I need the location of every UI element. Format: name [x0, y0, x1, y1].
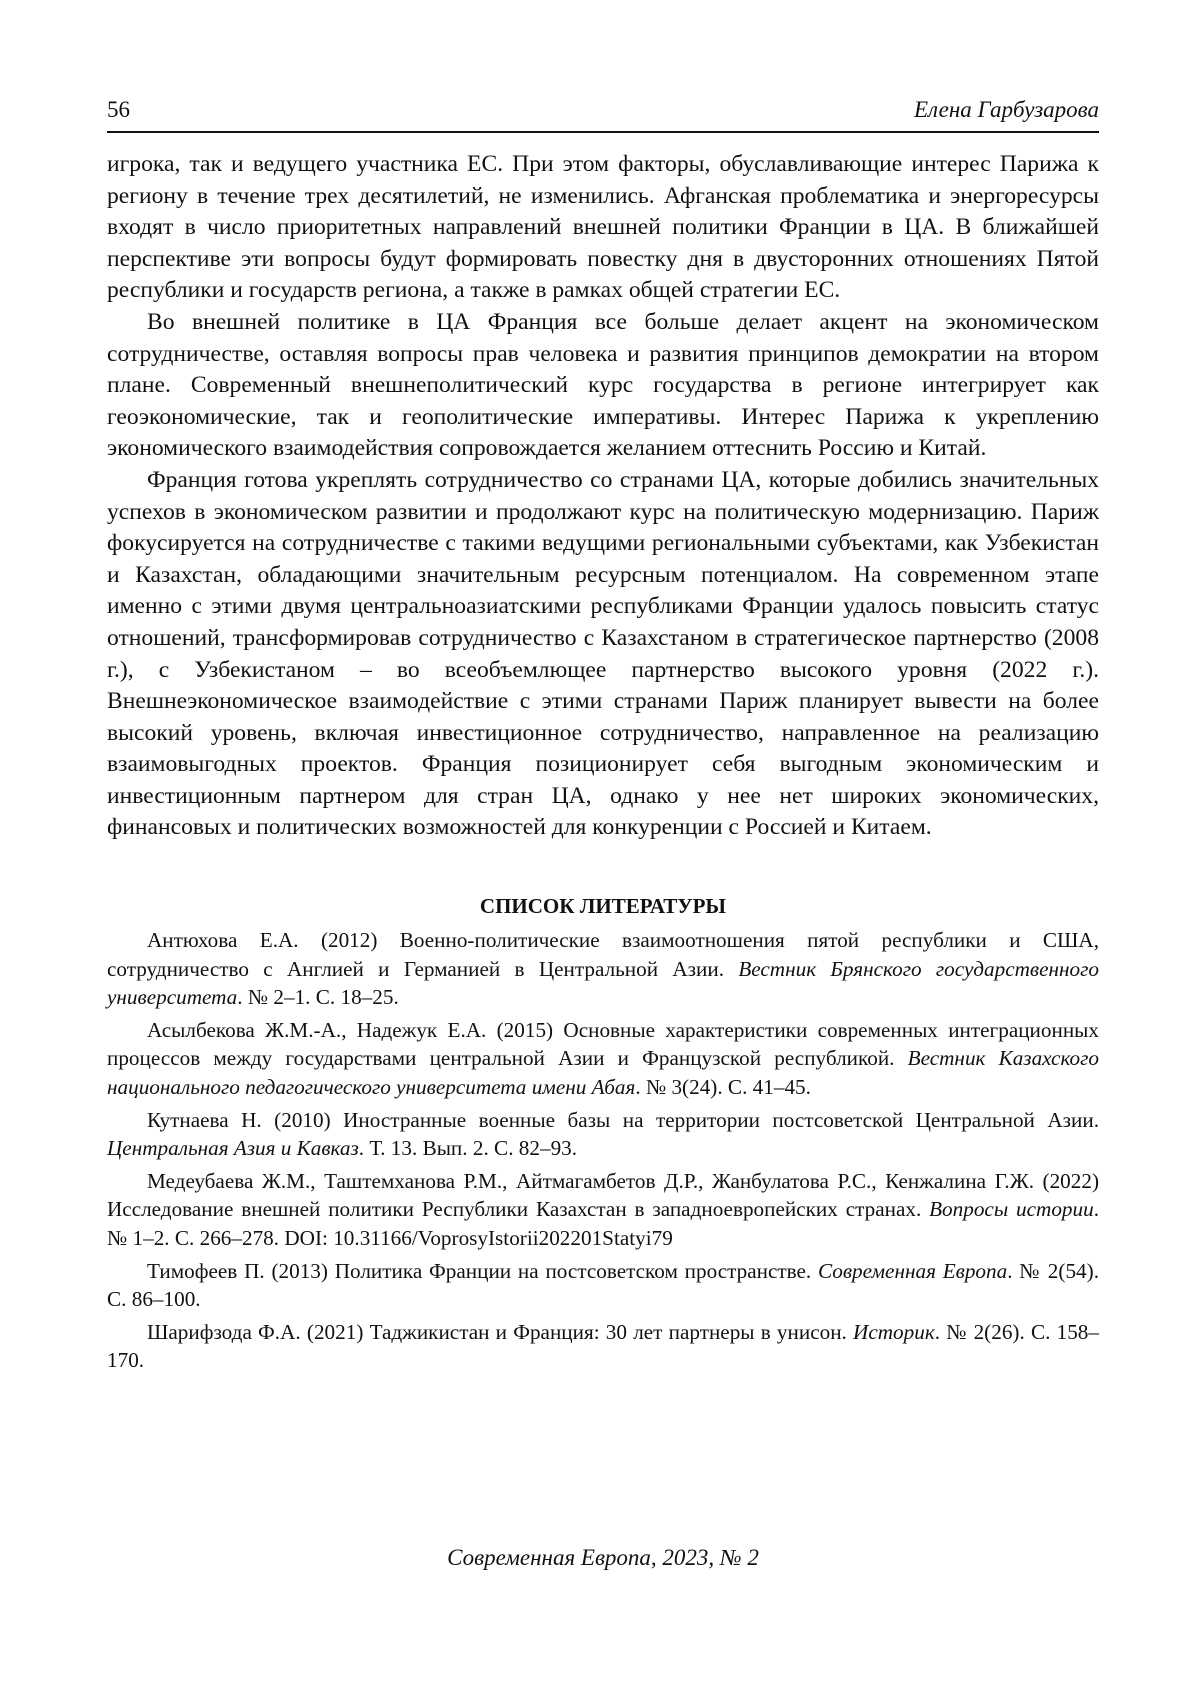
reference-item: [107, 1106, 1099, 1163]
reference-item: [107, 1257, 1099, 1314]
reference-item: [107, 1016, 1099, 1102]
page-number: 56: [107, 97, 130, 122]
reference-details: . № 2–1. С. 18–25.: [237, 985, 399, 1010]
reference-journal: Вестник Брянского государственного университета: [107, 956, 1099, 1010]
reference-journal: Центральная Азия и Кавказ: [107, 1136, 359, 1161]
reference-details: . № 3(24). С. 41–45.: [635, 1075, 811, 1100]
paragraph: Франция готова укреплять сотрудничество со странами ЦА, которые добились значительных успехов в экономическом развитии и продолжают курс на политическую модернизацию. Париж фокусируется на сотрудничестве с такими ведущими региональными субъектами, как Узбекистан и Казахстан, обладающими значительным ресурсным потенциалом. На современном этапе именно с этими двумя центральноазиатскими республиками Франции удалось повысить статус отношений, трансформировав сотрудничество с Казахстаном в стратегическое партнерство (2008 г.), с Узбекистаном – во всеобъемлющее партнерство высокого уровня (2022 г.). Внешнеэкономическое взаимодействие с этими странами Париж планирует вывести на более высокий уровень, включая инвестиционное сотрудничество, направленное на реализацию взаимовыгодных проектов. Франция позиционирует себя выгодным экономическим и инвестиционным партнером для стран ЦА, однако у нее нет широких экономических, финансовых и политических возможностей для конкуренции с Россией и Китаем.: [107, 466, 1099, 841]
reference-item: [107, 1167, 1099, 1253]
reference-journal: Вестник Казахского национального педагогического университета имени Абая: [107, 1046, 1099, 1100]
reference-text: Кутнаева Н. (2010) Иностранные военные базы на территории постсоветской Центральной Азии.: [147, 1107, 1099, 1132]
reference-details: . № 2(54). С. 86–100.: [107, 1258, 1099, 1312]
paragraph: Во внешней политике в ЦА Франция все больше делает акцент на экономическом сотрудничестве, оставляя вопросы прав человека и развития принципов демократии на втором плане. Современный внешнеполитический курс государства в регионе интегрирует как геоэкономические, так и геополитические императивы. Интерес Парижа к укреплению экономического взаимодействия сопровождается желанием оттеснить Россию и Китай.: [107, 308, 1099, 462]
reference-text: Асылбекова Ж.М.-А., Надежук Е.А. (2015) Основные характеристики современных интеграционных процессов между государствами центральной Азии и Французской республикой.: [107, 1017, 1099, 1071]
reference-journal: Историк: [853, 1319, 935, 1344]
reference-text: Медеубаева Ж.М., Таштемханова Р.М., Айтмагамбетов Д.Р., Жанбулатова Р.С., Кенжалина Г.Ж. (2022) Исследование внешней политики Республики Казахстан в западноевропейских странах.: [107, 1168, 1099, 1222]
reference-journal: Вопросы истории: [929, 1197, 1094, 1222]
reference-text: Антюхова Е.А. (2012) Военно-политические взаимоотношения пятой республики и США, сотрудничество с Англией и Германией в Центральной Азии.: [107, 928, 1099, 981]
reference-text: Шарифзода Ф.А. (2021) Таджикистан и Франция: 30 лет партнеры в унисон.: [147, 1319, 854, 1344]
reference-details: . Т. 13. Вып. 2. С. 82–93.: [358, 1136, 578, 1161]
reference-journal: Современная Европа: [817, 1258, 1008, 1283]
running-footer: Современная Европа, 2023, № 2: [447, 1545, 759, 1570]
reference-details: . № 2(26). С. 158–170.: [107, 1319, 1099, 1373]
body-text: [107, 149, 1099, 844]
paragraph: игрока, так и ведущего участника ЕС. При этом факторы, обуславливающие интерес Парижа к региону в течение трех десятилетий, не изменились. Афганская проблематика и энергоресурсы входят в число приоритетных направлений внешней политики Франции в ЦА. В ближайшей перспективе эти вопросы будут формировать повестку дня в двусторонних отношениях Пятой республики и государств региона, а также в рамках общей стратегии ЕС.: [107, 151, 1099, 304]
reference-details: . № 1–2. С. 266–278. DOI: 10.31166/VoprosyIstorii202201Statyi79: [107, 1197, 1099, 1250]
reference-item: [107, 1318, 1099, 1375]
page: [107, 96, 1099, 1379]
references-list: [107, 926, 1099, 1375]
running-header-author: Елена Гарбузарова: [914, 97, 1099, 122]
reference-text: Тимофеев П. (2013) Политика Франции на постсоветском пространстве.: [147, 1258, 818, 1283]
references-title: СПИСОК ЛИТЕРАТУРЫ: [479, 894, 727, 919]
running-header: [107, 96, 1099, 133]
reference-item: [107, 926, 1099, 1012]
